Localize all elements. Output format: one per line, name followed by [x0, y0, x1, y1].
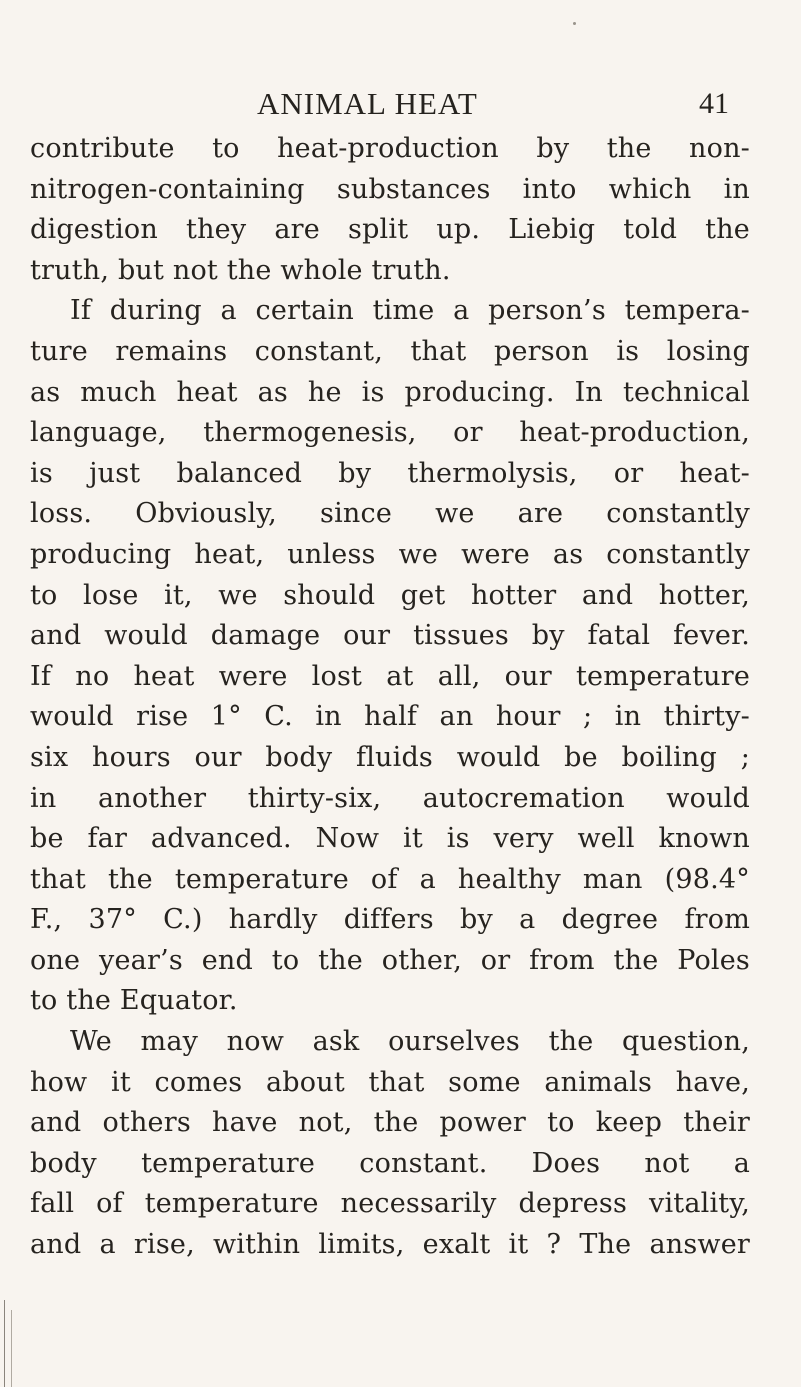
text-line: that the temperature of a healthy man (98.4°: [30, 863, 750, 895]
text-line: nitrogen-containing substances into which in: [30, 173, 750, 205]
text-line: F., 37° C.) hardly differs by a degree from: [30, 904, 750, 936]
text-line: be far advanced. Now it is very well known: [30, 823, 750, 855]
text-line: and others have not, the power to keep their: [30, 1107, 750, 1139]
gutter-shadow: [4, 1300, 5, 1387]
text-line: to the Equator.: [30, 985, 238, 1017]
running-title: ANIMAL HEAT: [257, 86, 478, 121]
text-line: If no heat were lost at all, our temperature: [30, 660, 750, 692]
text-line: to lose it, we should get hotter and hotter,: [30, 579, 750, 611]
text-line: If during a certain time a person’s tempera-: [70, 295, 750, 327]
text-line: language, thermogenesis, or heat-production,: [30, 417, 750, 449]
text-line: six hours our body fluids would be boiling ;: [30, 741, 750, 773]
text-line: contribute to heat-production by the non-: [30, 133, 750, 164]
text-line: in another thirty-six, autocremation would: [30, 782, 750, 814]
text-line: truth, but not the whole truth.: [30, 254, 451, 286]
text-line: producing heat, unless we were as constantly: [30, 538, 750, 570]
page-number: 41: [699, 87, 729, 120]
gutter-shadow: [11, 1310, 12, 1387]
text-line: and would damage our tissues by fatal fever.: [30, 620, 750, 652]
text-line: is just balanced by thermolysis, or heat-: [30, 457, 750, 489]
text-line: fall of temperature necessarily depress vitality,: [30, 1188, 750, 1220]
text-line: body temperature constant. Does not a: [30, 1147, 750, 1179]
body-text: [30, 129, 750, 1266]
text-line: how it comes about that some animals have,: [30, 1066, 750, 1098]
running-head: [0, 84, 801, 124]
text-line: as much heat as he is producing. In technical: [30, 376, 750, 408]
text-line: would rise 1° C. in half an hour ; in thirty-: [30, 701, 750, 733]
text-line: and a rise, within limits, exalt it ? The answer: [30, 1229, 750, 1261]
text-line: one year’s end to the other, or from the Poles: [30, 944, 750, 976]
text-line: ture remains constant, that person is losing: [30, 335, 750, 367]
text-line: loss. Obviously, since we are constantly: [30, 498, 750, 530]
paper-speck: [573, 22, 576, 25]
text-line: digestion they are split up. Liebig told the: [30, 214, 750, 246]
text-line: We may now ask ourselves the question,: [70, 1026, 750, 1058]
